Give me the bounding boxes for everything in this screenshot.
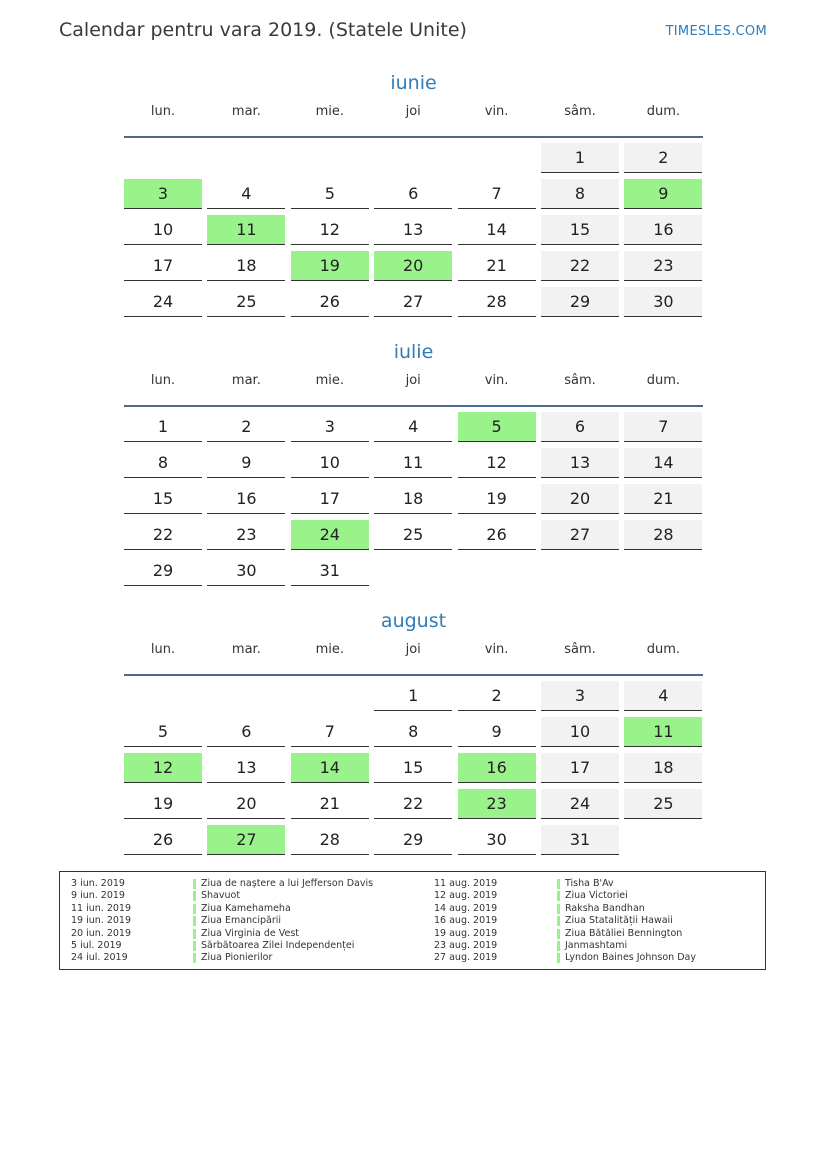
legend-column-left (71, 878, 411, 965)
weekday-header (124, 636, 703, 676)
weekday-label: sâm. (564, 642, 596, 657)
day-cell: 25 (374, 520, 452, 550)
day-cell: 24 (541, 789, 619, 819)
day-cell: 9 (458, 717, 536, 747)
brand-link[interactable]: TIMESLES.COM (665, 24, 767, 39)
weekday-label: mar. (231, 642, 261, 657)
month-block (124, 68, 703, 311)
weekday-label: joi (405, 642, 421, 657)
day-cell: 10 (541, 717, 619, 747)
day-cell: 18 (374, 484, 452, 514)
day-cell: 12 (291, 215, 369, 245)
legend-color-marker (557, 904, 560, 914)
day-cell: 31 (541, 825, 619, 855)
day-cell: 11 (374, 448, 452, 478)
legend-date: 11 iun. 2019 (71, 902, 132, 914)
day-cell: 22 (374, 789, 452, 819)
weekday-label: mar. (231, 104, 261, 119)
day-cell: 16 (207, 484, 285, 514)
holiday-day-cell: 20 (374, 251, 452, 281)
day-cell: 8 (374, 717, 452, 747)
weekday-label: mar. (231, 373, 261, 388)
legend-color-marker (557, 916, 560, 926)
legend-entry (434, 915, 754, 927)
weekday-label: lun. (150, 104, 176, 119)
weekday-header (124, 98, 703, 138)
legend-date: 23 aug. 2019 (434, 939, 498, 951)
weekday-label: joi (405, 104, 421, 119)
legend-entry (434, 940, 754, 952)
legend-holiday-name: Tisha B'Av (565, 878, 614, 889)
day-cell: 19 (458, 484, 536, 514)
weekday-label: vin. (484, 373, 509, 388)
legend-holiday-name: Ziua Bătăliei Bennington (565, 927, 683, 939)
day-cell: 29 (374, 825, 452, 855)
weekday-header (124, 367, 703, 407)
day-cell: 26 (124, 825, 202, 855)
legend-entry (71, 940, 411, 952)
legend-color-marker (557, 879, 560, 889)
legend-date: 12 aug. 2019 (434, 890, 498, 902)
legend-entry (71, 928, 411, 940)
day-cell: 13 (541, 448, 619, 478)
day-cell: 25 (207, 287, 285, 317)
holiday-legend (59, 871, 766, 970)
day-cell: 14 (458, 215, 536, 245)
holiday-day-cell: 23 (458, 789, 536, 819)
day-cell: 26 (458, 520, 536, 550)
legend-holiday-name: Raksha Bandhan (565, 902, 645, 914)
weekday-label: mie. (315, 373, 344, 388)
day-cell: 27 (374, 287, 452, 317)
day-cell: 25 (624, 789, 702, 819)
weekday-label: vin. (484, 104, 509, 119)
legend-holiday-name: Ziua Kamehameha (201, 902, 291, 914)
legend-date: 14 aug. 2019 (434, 902, 498, 914)
legend-color-marker (557, 941, 560, 951)
legend-color-marker (193, 879, 196, 889)
day-cell: 6 (374, 179, 452, 209)
legend-color-marker (193, 916, 196, 926)
legend-entry (434, 878, 754, 890)
day-cell: 1 (374, 681, 452, 711)
weekday-label: mie. (315, 642, 344, 657)
legend-holiday-name: Sărbătoarea Zilei Independenței (201, 939, 355, 951)
day-cell: 2 (624, 143, 702, 173)
day-cell: 1 (541, 143, 619, 173)
legend-holiday-name: Ziua Pionierilor (201, 952, 273, 964)
legend-holiday-name: Janmashtami (565, 939, 628, 951)
day-cell: 14 (624, 448, 702, 478)
day-cell: 9 (207, 448, 285, 478)
legend-entry (71, 952, 411, 964)
legend-date: 24 iul. 2019 (71, 952, 128, 964)
legend-date: 16 aug. 2019 (434, 915, 498, 927)
day-cell: 23 (624, 251, 702, 281)
legend-holiday-name: Shavuot (201, 890, 241, 902)
holiday-day-cell: 14 (291, 753, 369, 783)
legend-color-marker (193, 953, 196, 963)
day-cell: 24 (124, 287, 202, 317)
legend-entry (434, 928, 754, 940)
day-cell: 21 (624, 484, 702, 514)
holiday-day-cell: 19 (291, 251, 369, 281)
day-cell: 15 (124, 484, 202, 514)
legend-color-marker (193, 929, 196, 939)
legend-entry (434, 903, 754, 915)
legend-entry (71, 915, 411, 927)
day-cell: 29 (541, 287, 619, 317)
legend-holiday-name: Ziua de naștere a lui Jefferson Davis (201, 878, 374, 889)
day-cell: 2 (207, 412, 285, 442)
day-cell: 2 (458, 681, 536, 711)
legend-color-marker (557, 891, 560, 901)
day-cell: 17 (124, 251, 202, 281)
legend-color-marker (557, 929, 560, 939)
legend-entry (434, 890, 754, 902)
day-cell: 7 (458, 179, 536, 209)
legend-color-marker (557, 953, 560, 963)
day-cell: 8 (124, 448, 202, 478)
day-cell: 28 (458, 287, 536, 317)
day-cell: 21 (291, 789, 369, 819)
legend-holiday-name: Ziua Emancipării (201, 915, 282, 927)
day-cell: 4 (624, 681, 702, 711)
day-cell: 20 (541, 484, 619, 514)
day-cell: 15 (374, 753, 452, 783)
weekday-label: sâm. (564, 104, 596, 119)
legend-date: 19 aug. 2019 (434, 927, 498, 939)
weekday-label: dum. (646, 642, 681, 657)
day-cell: 10 (291, 448, 369, 478)
day-cell: 19 (124, 789, 202, 819)
day-cell: 10 (124, 215, 202, 245)
day-cell: 18 (624, 753, 702, 783)
day-cell: 3 (541, 681, 619, 711)
holiday-day-cell: 24 (291, 520, 369, 550)
legend-color-marker (193, 891, 196, 901)
day-cell: 21 (458, 251, 536, 281)
month-block (124, 606, 703, 849)
day-cell: 31 (291, 556, 369, 586)
day-cell: 16 (624, 215, 702, 245)
weekday-label: lun. (150, 373, 176, 388)
legend-color-marker (193, 941, 196, 951)
legend-holiday-name: Lyndon Baines Johnson Day (565, 952, 696, 964)
holiday-day-cell: 3 (124, 179, 202, 209)
legend-color-marker (193, 904, 196, 914)
day-cell: 28 (624, 520, 702, 550)
legend-entry (71, 903, 411, 915)
legend-entry (71, 890, 411, 902)
day-cell: 30 (624, 287, 702, 317)
legend-holiday-name: Ziua Virginia de Vest (201, 927, 300, 939)
legend-holiday-name: Ziua Statalității Hawaii (565, 915, 673, 927)
day-cell: 30 (458, 825, 536, 855)
day-cell: 13 (207, 753, 285, 783)
weekday-label: lun. (150, 642, 176, 657)
holiday-day-cell: 5 (458, 412, 536, 442)
day-cell: 1 (124, 412, 202, 442)
month-name: iulie (393, 341, 434, 363)
weekday-label: mie. (315, 104, 344, 119)
legend-column-right (434, 878, 754, 965)
day-cell: 29 (124, 556, 202, 586)
holiday-day-cell: 11 (624, 717, 702, 747)
day-cell: 30 (207, 556, 285, 586)
holiday-day-cell: 9 (624, 179, 702, 209)
day-cell: 23 (207, 520, 285, 550)
page-title: Calendar pentru vara 2019. (Statele Unite) (59, 19, 467, 41)
holiday-day-cell: 16 (458, 753, 536, 783)
legend-date: 19 iun. 2019 (71, 915, 132, 927)
weekday-label: sâm. (564, 373, 596, 388)
day-cell: 3 (291, 412, 369, 442)
day-cell: 17 (291, 484, 369, 514)
day-cell: 26 (291, 287, 369, 317)
legend-date: 3 iun. 2019 (71, 878, 125, 889)
day-cell: 28 (291, 825, 369, 855)
month-name: iunie (390, 72, 437, 94)
legend-date: 9 iun. 2019 (71, 890, 125, 902)
day-cell: 22 (541, 251, 619, 281)
day-cell: 20 (207, 789, 285, 819)
day-cell: 22 (124, 520, 202, 550)
legend-entry (71, 878, 411, 890)
weekday-label: vin. (484, 642, 509, 657)
legend-date: 27 aug. 2019 (434, 952, 498, 964)
day-cell: 12 (458, 448, 536, 478)
day-cell: 6 (207, 717, 285, 747)
day-cell: 4 (207, 179, 285, 209)
legend-date: 20 iun. 2019 (71, 927, 132, 939)
month-block (124, 337, 703, 580)
weekday-label: dum. (646, 104, 681, 119)
day-cell: 17 (541, 753, 619, 783)
day-cell: 7 (624, 412, 702, 442)
day-cell: 7 (291, 717, 369, 747)
weekday-label: joi (405, 373, 421, 388)
weekday-label: dum. (646, 373, 681, 388)
month-name: august (380, 610, 447, 632)
day-cell: 27 (541, 520, 619, 550)
day-cell: 4 (374, 412, 452, 442)
legend-entry (434, 952, 754, 964)
day-cell: 5 (124, 717, 202, 747)
day-cell: 5 (291, 179, 369, 209)
holiday-day-cell: 11 (207, 215, 285, 245)
day-cell: 15 (541, 215, 619, 245)
day-cell: 8 (541, 179, 619, 209)
holiday-day-cell: 27 (207, 825, 285, 855)
legend-holiday-name: Ziua Victoriei (565, 890, 628, 902)
holiday-day-cell: 12 (124, 753, 202, 783)
legend-date: 5 iul. 2019 (71, 939, 122, 951)
day-cell: 6 (541, 412, 619, 442)
day-cell: 13 (374, 215, 452, 245)
day-cell: 18 (207, 251, 285, 281)
legend-date: 11 aug. 2019 (434, 878, 498, 889)
